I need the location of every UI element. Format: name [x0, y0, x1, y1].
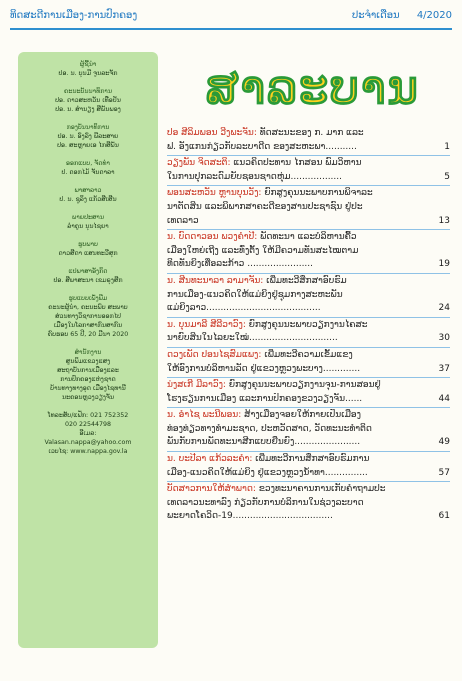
- toc-entry[interactable]: [167, 409, 450, 450]
- toc-divider: [167, 347, 450, 348]
- toc-line: [167, 141, 450, 155]
- toc-page-number: 13: [438, 215, 450, 226]
- periodicity-label: ປະຈຳເດືອນ: [352, 10, 400, 21]
- toc-author: ນ. ສີນທະນາລາ ລາມາຈັນ:: [167, 275, 264, 286]
- toc-page-number: 19: [438, 259, 450, 270]
- toc-line: [167, 423, 450, 437]
- toc-author: ບັດສາວການໃຫ້ສໍາພາດ:: [167, 484, 256, 495]
- toc-title-text: ເທດລາວນະທາລົງ ກ່ຽວກັບການບໍລິການໃນຊ່ວງລະບາດ: [167, 497, 364, 508]
- toc-divider: [167, 451, 450, 452]
- toc-line: [167, 453, 450, 467]
- sidebar-block: [24, 240, 152, 258]
- sidebar-block: [24, 294, 152, 339]
- issue-number: 4/2020: [416, 10, 452, 21]
- toc-title-text: ໂຮງຮຽນການເມືອງ ແລະການປົກຄອງຂວງວຽງຈັນ......: [167, 393, 363, 404]
- sidebar-block: [24, 267, 152, 285]
- toc-line: [167, 127, 450, 141]
- contact-line: Valasan.nappa@yahoo.com: [44, 439, 132, 446]
- toc-author: ນ. ບຸນມາລີ ສີລີວາວົງ:: [167, 319, 246, 330]
- toc-page-number: 24: [438, 303, 450, 314]
- toc-title-text: ພັດທະນາ ແລະບໍລິຫານຄື້ວ: [260, 232, 357, 243]
- toc-entry[interactable]: [167, 231, 450, 272]
- sidebar-line: ປອ. ນ. ອົງລົງ ພີລະສາຍ: [57, 133, 119, 140]
- sidebar-block: [24, 213, 152, 231]
- sidebar-line: ດາວສີດາ ແສນທະວີສຸກ: [58, 250, 118, 257]
- toc-line: [167, 510, 450, 524]
- sidebar-heading: ພາຍປະສານ: [72, 214, 104, 221]
- sidebar-line: ປອ. ນ. ສຳນຽງ ສີພັນພອງ: [55, 106, 121, 113]
- sidebar-heading: ແປພາສາອັງກິດ: [68, 268, 108, 275]
- sidebar-line: ປ. ດອກໄມ້ ຈັນດາລາ: [61, 169, 115, 176]
- toc-entry[interactable]: [167, 275, 450, 316]
- toc-divider: [167, 407, 450, 408]
- sidebar-line: ສ່ວນທາງວິຊາການອອກໄປ: [55, 313, 121, 320]
- toc-page-number: 1: [444, 141, 450, 152]
- toc-page-number: 61: [438, 511, 450, 522]
- sidebar-line: ປອ. ດາວສະຫວັນ ເທືອປັນ: [55, 97, 121, 104]
- sidebar-line: ຄົບຮອບ 65 ປີ, 20 ມີນາ 2020: [47, 331, 129, 338]
- contact-line: ເວບໄຊ: www.nappa.gov.la: [48, 448, 128, 455]
- toc-page-number: 37: [438, 363, 450, 374]
- toc-author: ນ. ບົດດາວອນ ພວງຄຳປີ:: [167, 232, 258, 243]
- toc-author: ນ. ບະປີລາ ແກ້ວລະຄຳ:: [167, 454, 253, 465]
- journal-name: ທິດສະດີການເມືອງ-ການປົກຄອງ: [10, 10, 138, 21]
- toc-entry[interactable]: [167, 319, 450, 346]
- sidebar-heading: ສຳນັກງານ: [74, 349, 102, 356]
- toc-line: [167, 171, 450, 185]
- toc-line: [167, 302, 450, 316]
- toc-title-text: ເພີ່ມທະວີສຶກສາອົບຮົມ: [266, 275, 347, 286]
- toc-divider: [167, 377, 450, 378]
- sidebar-block: [24, 60, 152, 78]
- toc-title-text: ໃນການປຸກລະດົມຍັບຊອນຊາດຫຸ່ມ..................: [167, 171, 342, 182]
- toc-author: ນ. ອຳໄຊ ພະນີພອນ:: [167, 410, 242, 421]
- toc-line: [167, 379, 450, 393]
- toc-author: ນ່ງສເກີ ມີລາວົງ:: [167, 380, 226, 391]
- sidebar-line: ປອ. ສະຫຼາຍເອ ໄກສີພັນ: [57, 142, 119, 149]
- toc-line: [167, 332, 450, 346]
- toc-entry[interactable]: [167, 483, 450, 524]
- toc-line: [167, 258, 450, 272]
- toc-divider: [167, 185, 450, 186]
- sidebar-block: [24, 87, 152, 114]
- toc-line: [167, 483, 450, 497]
- toc-divider: [167, 229, 450, 230]
- toc-line: [167, 319, 450, 333]
- toc-line: [167, 215, 450, 229]
- toc-title-text: ທ່ອງທ່ຽວທາງທຳມະຊາດ, ປະຫວັດສາດ, ວັດທະນະທຳຕິດ: [167, 423, 372, 434]
- toc-title-text: ນາຕັດສິນ ແລະພິພາກສາຄະດີຂອງສານປະຊາຊົນ ຢູ່ປະ: [167, 201, 363, 212]
- sidebar-heading: ຮູບພາບ: [78, 241, 98, 248]
- contact-line: 020 22544798: [64, 421, 112, 428]
- toc-title-text: ການເມືອງ-ແນວຄິດໃຫ້ແມ່ຍິງຢູ່ຊຸມກາງສະຫະພັນ: [167, 289, 343, 300]
- toc-title-text: ແມ່ຍິງລາວ........................................: [167, 303, 321, 314]
- toc-line: [167, 187, 450, 201]
- sidebar-line: ຄະນະຜູ້ນຳ, ຄະນະພົບ ສະພາບ: [48, 304, 128, 311]
- toc-title-text: ນາຍົບສິນໃນໄລຍະໃໝ່...............................: [167, 333, 338, 344]
- toc-line: [167, 289, 450, 303]
- toc-divider: [167, 481, 450, 482]
- sidebar-line: ເມືອງໃນໂລກາສາກົນສາກົນ: [53, 322, 123, 329]
- toc-line: [167, 349, 450, 363]
- toc-divider: [167, 155, 450, 156]
- toc-entry[interactable]: [167, 157, 450, 184]
- toc-page-number: 49: [438, 437, 450, 448]
- toc-divider: [167, 273, 450, 274]
- toc-line: [167, 393, 450, 407]
- toc-title-text: ແນວຄິດປະທານ ໄກສອນ ພົມວິຫານ: [233, 158, 362, 169]
- toc-title-text: ເມືອງໃຫຍ່ເຖີງ ແລະທົ່ງຕັ້ງ ໃຫ້ມີຄວາມທັນສະໄໝຕາມ: [167, 245, 359, 256]
- sidebar-line: ລຳຄູນ ນຸນໄຊຍາ: [67, 223, 109, 230]
- sidebar-heading: ພາສາລາວ: [74, 187, 102, 194]
- sidebar-line: ປອ. ນ. ບຸນມີ ຈູນລະຈັກ: [58, 70, 118, 77]
- toc-line: [167, 436, 450, 450]
- toc-line: [167, 497, 450, 511]
- toc-title-text: ເພີ່ມທະວີຄວາມເຂັ້ມແຂງ: [264, 349, 353, 360]
- toc-title-text: ເທດລາວ: [167, 215, 199, 226]
- toc-page-number: 30: [438, 333, 450, 344]
- toc-title-text: ຂວງທະນາຄານການເກັບຄໍາຖາມປະ: [258, 484, 386, 495]
- toc-line: [167, 231, 450, 245]
- page-title: ສາລະບານ: [206, 60, 420, 114]
- toc-author: ພອນສະຫວັນ ຫຼານບຸນວັງ:: [167, 188, 262, 199]
- sidebar-line: ການປົກຄອງແຫ່ງຊາດ: [60, 376, 116, 383]
- contact-info: [24, 411, 152, 456]
- toc-line: [167, 275, 450, 289]
- sidebar-line: ປອ. ສີພາສະນາ ເຂມຣຸງສີກ: [53, 277, 123, 284]
- toc-title-text: ທິດທັນຍິງເທີ່ອລະກ້າວ .......................: [167, 259, 314, 270]
- sidebar-heading: ຮູບແບບເພັ່ງພີມ: [68, 295, 108, 302]
- toc-line: [167, 201, 450, 215]
- sidebar-line: ບ້ານທາງທາງອຸດ ເມືອງໄຊທານີ: [50, 385, 126, 392]
- sidebar-block: [24, 186, 152, 204]
- sidebar-block: [24, 348, 152, 402]
- toc-entry[interactable]: [167, 127, 450, 154]
- toc-title-text: ໃຫ້ອົງການບໍລິຫານລັດ ຢູ່ແຂວງຫຼວງພະບາງ.............: [167, 363, 361, 374]
- issue-info: [352, 10, 452, 21]
- toc-title-text: ຍົກສູງຄຸນນະພາບວຽກງານໄຄສະ: [248, 319, 368, 330]
- sidebar-block: [24, 123, 152, 150]
- toc-title-text: ທັດສະນະຂອງ ກ. ມາກ ແລະ: [259, 128, 364, 138]
- toc-title-text: ຟ. ອັງແກນກ່ຽວກັບລະບາດີດ ຂອງສະຫະພາ...........: [167, 141, 357, 152]
- sidebar-line: ນະຄອນຫຼວງວຽງຈັນ: [61, 394, 115, 401]
- toc-entry[interactable]: [167, 349, 450, 376]
- sidebar-block: [24, 159, 152, 177]
- toc-line: [167, 467, 450, 481]
- toc-line: [167, 363, 450, 377]
- editorial-sidebar: [18, 52, 158, 648]
- table-of-contents: [167, 127, 450, 524]
- page-header: [10, 6, 452, 30]
- toc-page-number: 57: [438, 467, 450, 478]
- toc-title-text: ຍົກສູງຄຸນນະພາບວຽກງານຈຸນ-ການສອນຢູ່: [228, 380, 381, 391]
- sidebar-heading: ກອງບັນນາທິການ: [66, 124, 110, 131]
- toc-title-text: ເພີ່ມທະວີການສຶກສາອົບຮົມການ: [255, 454, 370, 465]
- toc-title-text: ສ້າງເມືອງຈອຍໃຫ້ກາຍເປັນເມືອງ: [244, 410, 361, 421]
- toc-line: [167, 245, 450, 259]
- toc-entry[interactable]: [167, 379, 450, 406]
- toc-title-text: ພັນກັບການພັດທະນາສີກແບບຍືນຍົງ.......................: [167, 437, 361, 448]
- toc-title-text: ພະຍາດໂຄວິດ-19...................................: [167, 511, 333, 522]
- toc-entry[interactable]: [167, 187, 450, 228]
- contact-line: ໂທລະສັບ/ແຟັກ: 021 752352: [47, 412, 129, 419]
- toc-author: ປອ ສີລິມພອນ ວີງພະຈັນ:: [167, 128, 257, 138]
- toc-divider: [167, 317, 450, 318]
- toc-page-number: 5: [444, 171, 450, 182]
- sidebar-heading: ອອກແບບ, ຈັດທຳ: [66, 160, 110, 167]
- toc-title-text: ຍົກສູງຄຸນນະພາບການພິຈາລະ: [264, 188, 373, 199]
- sidebar-line: ສະຖາບັນການເມືອງແລະ: [57, 367, 119, 374]
- toc-author: ດວງເພັດ ປອນໄຊສົມແພງ:: [167, 349, 262, 360]
- toc-author: ວຽງພັນ ຈິດສະຕິ:: [167, 158, 231, 169]
- toc-line: [167, 409, 450, 423]
- sidebar-line: ປ. ນ. ຊູລິງ ແກ້ວສີເສີນ: [59, 196, 117, 203]
- toc-line: [167, 157, 450, 171]
- contact-line: ອີເມລ:: [79, 430, 97, 437]
- toc-title-text: ເມືອງ-ແນວຄິດໃຫ້ແມ່ຍິງ ຢູ່ແຂວງຫຼວງນ້ຳທາ...............: [167, 467, 368, 478]
- toc-entry[interactable]: [167, 453, 450, 480]
- toc-page-number: 44: [438, 393, 450, 404]
- sidebar-heading: ຜູ້ຊີ້ນຳ: [79, 61, 97, 68]
- sidebar-line: ສູນພິມແຂວງແສງ: [65, 358, 111, 365]
- sidebar-heading: ຄະນະບັນນາທິການ: [64, 88, 112, 95]
